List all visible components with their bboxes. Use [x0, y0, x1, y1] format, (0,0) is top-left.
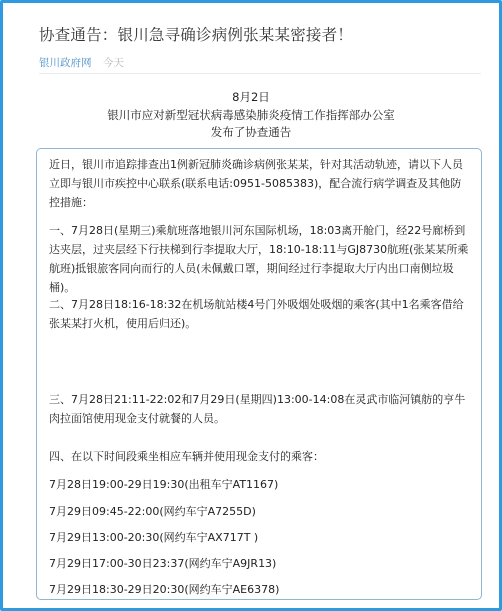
ride-item: 7月29日13:00-20:30(网约车宁AX717T ): [49, 531, 259, 544]
notice-date: 8月2日: [232, 90, 270, 104]
notice-intro: 近日，银川市追踪排查出1例新冠肺炎确诊病例张某某，针对其活动轨迹，请以下人员立即与银川市疾控中心联系(联系电话:0951-5085383)，配合流行病学调查及其他防控措施：: [49, 158, 463, 209]
publish-time: 今天: [102, 57, 124, 69]
notice-card: [36, 148, 482, 600]
notice-org: 银川市应对新型冠状病毒感染肺炎疫情工作指挥部办公室: [107, 108, 395, 122]
notice-item-1: 一、7月28日(星期三)乘航班落地银川河东国际机场，18:03离开舱门，经22号廊桥到达夹层，过夹层经下行扶梯到行李提取大厅，18:10-18:11与GJ8730航班(张某某所乘航班)抵银旅客同向而行的人员(未佩戴口罩，期间经过行李提取大厅内出口南侧垃圾桶)。: [49, 224, 469, 294]
notice-item-4: 四、在以下时间段乘坐相应车辆并使用现金支付的乘客：: [49, 450, 324, 463]
notice-item-2: 二、7月28日18:16-18:32在机场航站楼4号门外吸烟处吸烟的乘客(其中1名乘客借给张某某打火机，使用后归还)。: [49, 298, 464, 330]
divider: [39, 73, 481, 74]
source-link[interactable]: 银川政府网: [39, 57, 92, 69]
article-meta: [39, 55, 124, 70]
notice-issued: 发布了协查通告: [210, 125, 292, 139]
ride-item: 7月28日19:00-29日19:30(出租车宁AT1167): [49, 478, 279, 491]
ride-item: 7月29日17:00-30日23:37(网约车宁A9JR13): [49, 557, 277, 570]
ride-item: 7月29日09:45-22:00(网约车宁A7255D): [49, 505, 256, 518]
ride-item: 7月29日18:30-29日20:30(网约车宁AE6378): [49, 583, 280, 596]
article-title: 协查通告：银川急寻确诊病例张某某密接者！: [39, 26, 354, 44]
article-page: [3, 3, 499, 608]
notice-item-3: 三、7月28日21:11-22:02和7月29日(星期四)13:00-14:08在灵武市临河镇舫的亨牛肉拉面馆使用现金支付就餐的人员。: [49, 393, 466, 425]
